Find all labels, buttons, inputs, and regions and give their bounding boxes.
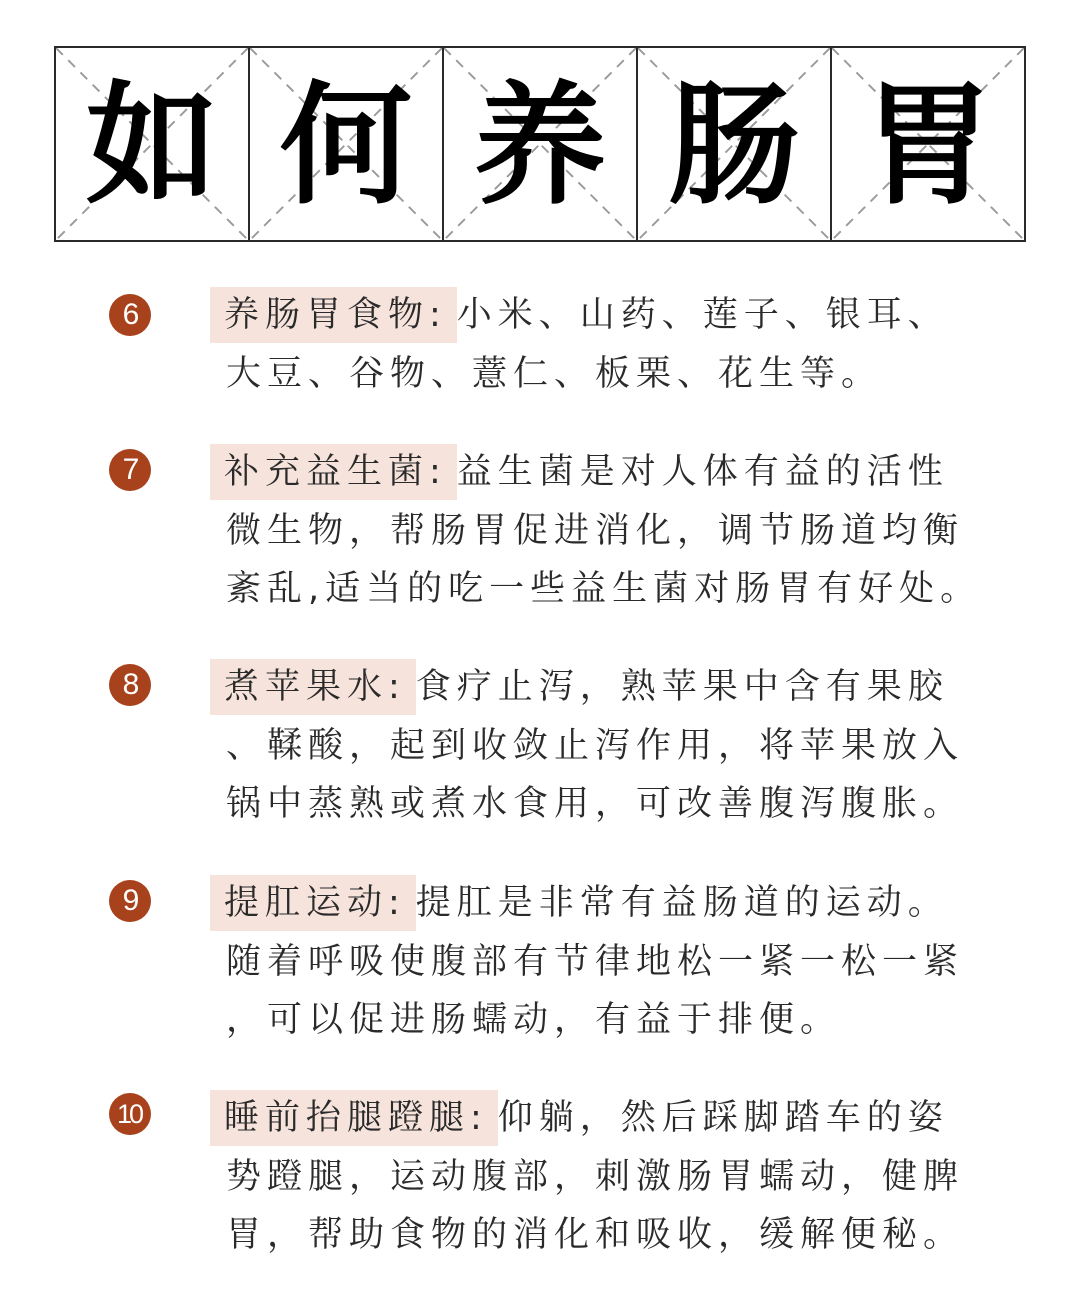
tip-heading: 提肛运动: <box>210 875 416 931</box>
title-grid <box>54 46 1026 242</box>
tip-text <box>224 443 982 619</box>
tip-body-line: 小米、山药、莲子、银耳、 <box>456 295 949 335</box>
tip-text <box>226 874 966 1050</box>
tip-body-line: 、鞣酸，起到收敛止泻作用，将苹果放入 <box>226 725 965 766</box>
title-char: 如 <box>86 69 218 223</box>
title-cell <box>832 48 1024 240</box>
tip-line <box>226 443 966 502</box>
title-char: 肠 <box>668 69 800 223</box>
tip-body-line: 食疗止泻，熟苹果中含有果胶 <box>415 667 949 707</box>
tip-body-line: 微生物，帮肠胃促进消化，调节肠道均衡 <box>226 510 965 551</box>
title-cell <box>56 48 250 240</box>
tip-heading: 补充益生菌: <box>210 444 457 500</box>
tip-line <box>226 874 966 933</box>
tip-body-line: 紊乱,适当的吃一些益生菌对肠胃有好处。 <box>226 569 982 609</box>
tip-body-line: 随着呼吸使腹部有节律地松一紧一松一紧 <box>226 941 965 982</box>
tip-body-line: 锅中蒸熟或煮水食用，可改善腹泻腹胀。 <box>226 784 965 824</box>
title-char: 养 <box>474 69 606 223</box>
number-badge: 7 <box>109 449 151 491</box>
tip-line <box>226 286 966 345</box>
number-badge: 8 <box>109 664 151 706</box>
tip-body-line: 胃，帮助食物的消化和吸收，缓解便秘。 <box>226 1215 965 1255</box>
tip-line <box>226 658 966 717</box>
tip-heading: 养肠胃食物: <box>210 287 457 343</box>
tip-body-line: 大豆、谷物、薏仁、板栗、花生等。 <box>226 353 883 394</box>
tip-body-line: 势蹬腿，运动腹部，刺激肠胃蠕动，健脾 <box>226 1156 965 1197</box>
tip-text <box>226 658 966 834</box>
tip-line <box>226 1089 966 1148</box>
tip-body-line: ，可以促进肠蠕动，有益于排便。 <box>226 1000 842 1040</box>
title-char: 胃 <box>862 69 994 223</box>
title-cell <box>250 48 444 240</box>
tip-heading: 睡前抬腿蹬腿: <box>210 1090 498 1146</box>
title-char: 何 <box>280 69 412 223</box>
tip-text <box>226 286 966 403</box>
title-cell <box>638 48 832 240</box>
number-badge: 6 <box>109 294 151 336</box>
number-badge: 9 <box>109 880 151 922</box>
number-badge: 10 <box>109 1093 151 1135</box>
tip-body-line: 益生菌是对人体有益的活性 <box>456 452 949 492</box>
tip-body-line: 提肛是非常有益肠道的运动。 <box>415 883 949 923</box>
tip-text <box>226 1089 966 1265</box>
tip-heading: 煮苹果水: <box>210 659 416 715</box>
tip-body-line: 仰躺，然后踩脚踏车的姿 <box>497 1098 949 1138</box>
title-cell <box>444 48 638 240</box>
